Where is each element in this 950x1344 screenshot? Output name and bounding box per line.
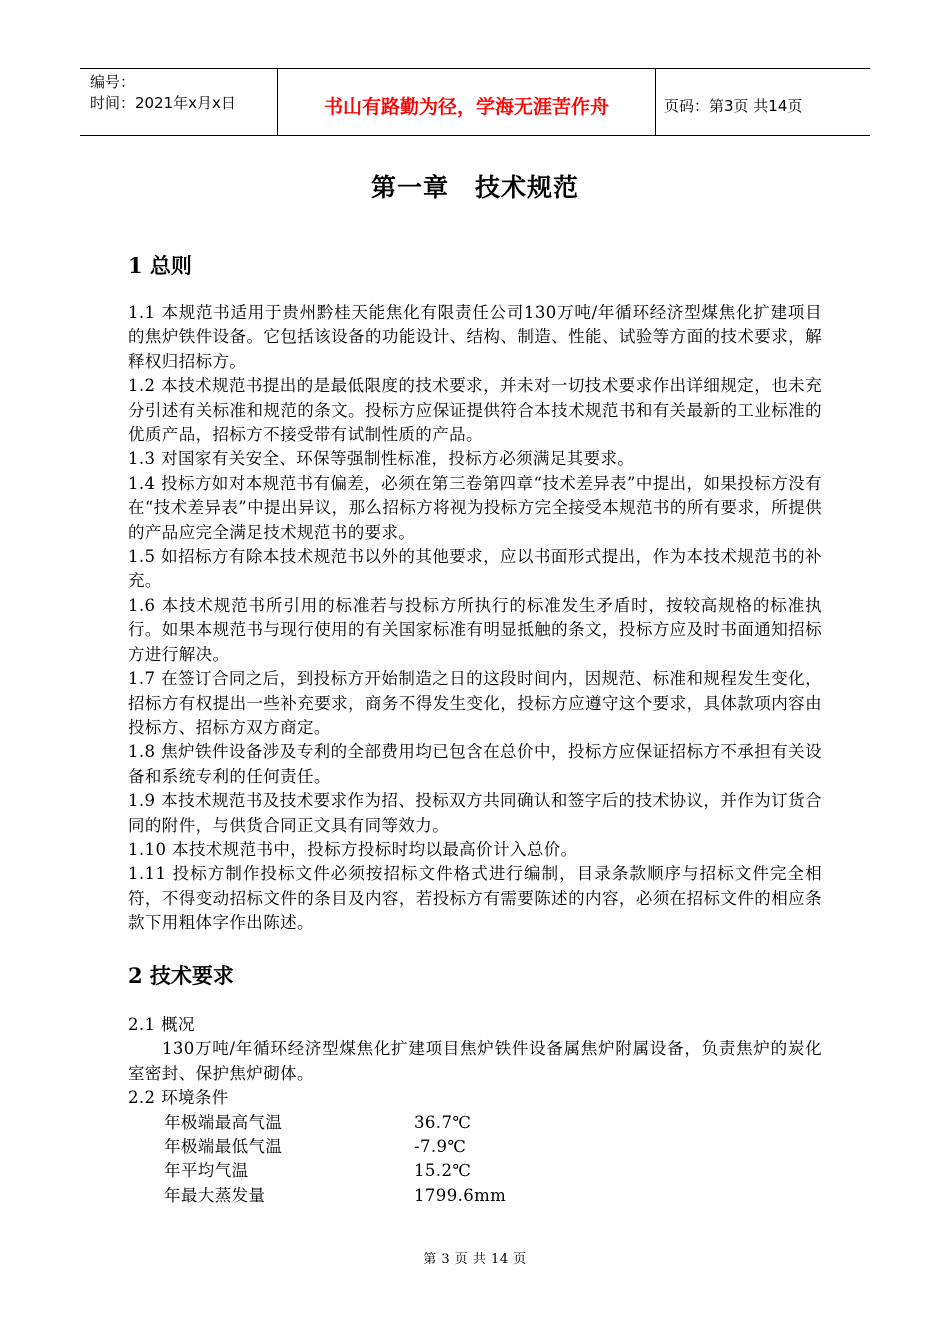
env-row-min-temp (128, 1135, 822, 1159)
env-label: 年最大蒸发量 (164, 1185, 266, 1205)
env-value: -7.9℃ (414, 1137, 467, 1157)
clause-1-2: 1.2 本技术规范书提出的是最低限度的技术要求，并未对一切技术要求作出详细规定，也未充分引述有关标准和规范的条文。投标方应保证提供符合本技术规范书和有关最新的工业标准的优质产品，招标方不接受带有试制性质的产品。 (128, 376, 822, 445)
clause-1-10: 1.10 本技术规范书中，投标方投标时均以最高价计入总价。 (128, 839, 578, 859)
section-technical-body (128, 1013, 822, 1208)
env-label: 年极端最高气温 (164, 1112, 283, 1132)
clause-1-9: 1.9 本技术规范书及技术要求作为招、投标双方共同确认和签字后的技术协议，并作为订货合同的附件，与供货合同正文具有同等效力。 (128, 791, 822, 835)
header-meta (80, 69, 278, 135)
env-row-max-temp (128, 1111, 822, 1135)
env-value: 36.7℃ (414, 1112, 472, 1132)
env-label: 年平均气温 (164, 1161, 249, 1181)
clause-1-6: 1.6 本技术规范书所引用的标准若与投标方所执行的标准发生矛盾时，按较高规格的标准执行。如果本规范书与现行使用的有关国家标准有明显抵触的条文，投标方应及时书面通知招标方进行解决。 (128, 595, 822, 664)
page-footer: 第 3 页 共 14 页 (423, 1252, 527, 1267)
env-value: 15.2℃ (414, 1161, 472, 1181)
env-value: 1799.6mm (414, 1185, 507, 1205)
environment-title: 2.2 环境条件 (128, 1088, 229, 1108)
clause-1-5: 1.5 如招标方有除本技术规范书以外的其他要求，应以书面形式提出，作为本技术规范书的补充。 (128, 547, 822, 591)
header-page-info: 页码：第3页 共14页 (664, 96, 803, 115)
chapter-title: 第一章 技术规范 (370, 173, 579, 202)
clause-1-3: 1.3 对国家有关安全、环保等强制性标准，投标方必须满足其要求。 (128, 449, 635, 469)
clause-1-11: 1.11 投标方制作投标文件必须按招标文件格式进行编制，目录条款顺序与招标文件完全相符，不得变动招标文件的条目及内容，若投标方有需要陈述的内容，必须在招标文件的相应条款下用粗体字作出陈述。 (128, 864, 822, 933)
env-row-avg-temp (128, 1159, 822, 1183)
clause-1-7: 1.7 在签订合同之后，到投标方开始制造之日的这段时间内，因规范、标准和规程发生变化，招标方有权提出一些补充要求，商务不得发生变化，投标方应遵守这个要求，具体款项内容由投标方、招标方双方商定。 (128, 669, 822, 737)
section-general-body (128, 301, 822, 936)
overview-title: 2.1 概况 (128, 1015, 195, 1034)
clause-1-8: 1.8 焦炉铁件设备涉及专利的全部费用均已包含在总价中，投标方应保证招标方不承担有关设备和系统专利的任何责任。 (128, 742, 822, 786)
overview-text: 130万吨/年循环经济型煤焦化扩建项目焦炉铁件设备属焦炉附属设备，负责焦炉的炭化室密封、保护焦炉砌体。 (128, 1039, 822, 1083)
header-motto: 书山有路勤为径，学海无涯苦作舟 (278, 69, 656, 135)
section-heading-general: 1 总则 (128, 253, 192, 278)
section-heading-technical: 2 技术要求 (128, 963, 234, 988)
clause-1-1: 1.1 本规范书适用于贵州黔桂天能焦化有限责任公司130万吨/年循环经济型煤焦化扩建项目的焦炉铁件设备。它包括该设备的功能设计、结构、制造、性能、试验等方面的技术要求，解释权归招标方。 (128, 303, 822, 371)
env-label: 年极端最低气温 (164, 1137, 283, 1157)
clause-1-4: 1.4 投标方如对本规范书有偏差，必须在第三卷第四章“技术差异表”中提出，如果投标方没有在“技术差异表”中提出异议，那么招标方将视为投标方完全接受本规范书的所有要求，所提供的产品应完全满足技术规范书的要求。 (128, 473, 822, 542)
page-header (80, 68, 870, 136)
document-number-label: 编号： (90, 73, 136, 91)
document-time-label: 时间：2021年x月x日 (90, 94, 236, 112)
env-row-evaporation (128, 1184, 822, 1208)
